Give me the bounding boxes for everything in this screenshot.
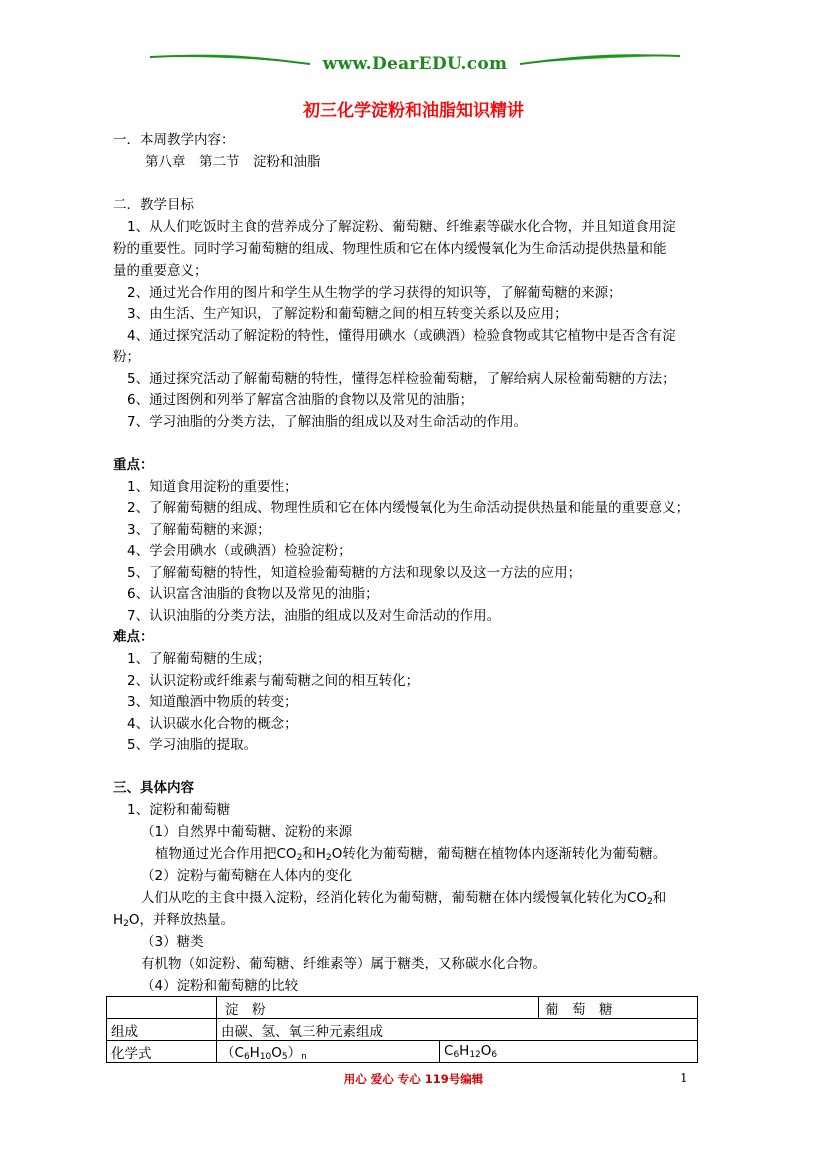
- section-heading: 二．教学目标: [113, 197, 194, 213]
- page-footer: 用心 爱心 专心 119号编辑: [343, 1072, 484, 1086]
- page-number: 1: [680, 1071, 688, 1085]
- list-item: 3、知道酿酒中物质的转变；: [127, 694, 298, 710]
- subscript: 2: [123, 919, 129, 929]
- table-cell-glucose-formula: [440, 1041, 698, 1063]
- table-row-label: 组成: [107, 1019, 217, 1041]
- text-run: O: [271, 1045, 282, 1061]
- subsection-heading: 1、淀粉和葡萄糖: [127, 802, 231, 818]
- paragraph-line: 1、从人们吃饭时主食的营养成分了解淀粉、葡萄糖、纤维素等碳水化合物，并且知道食用淀: [127, 219, 676, 235]
- text-run: 转化为葡萄糖，葡萄糖在植物体内逐渐转化为葡萄糖。: [342, 846, 667, 862]
- formula-h2o: [316, 846, 343, 862]
- text-run: （C: [221, 1045, 244, 1061]
- section-heading: 一．本周教学内容：: [113, 132, 235, 148]
- subscript: 6: [243, 1052, 250, 1062]
- paragraph-line: [155, 844, 666, 868]
- subscript: 2: [296, 853, 303, 863]
- subsection-title: （1）自然界中葡萄糖、淀粉的来源: [141, 824, 353, 840]
- subsection-title: （3）糖类: [141, 934, 204, 950]
- list-item: 2、了解葡萄糖的组成、物理性质和它在体内缓慢氧化为生命活动提供热量和能量的重要意义；: [127, 500, 690, 516]
- difficult-points-heading: 难点：: [113, 629, 154, 645]
- text-run: 和: [652, 890, 667, 906]
- subscript: 6: [453, 1050, 460, 1060]
- text-run: 人们从吃的主食中摄入淀粉，经消化转化为葡萄糖，葡萄糖在体内缓慢氧化转化为: [141, 890, 627, 906]
- paragraph-line: 7、学习油脂的分类方法，了解油脂的组成以及对生命活动的作用。: [127, 414, 528, 430]
- paragraph-line: 5、通过探究活动了解葡萄糖的特性，懂得怎样检验葡萄糖，了解给病人尿检葡萄糖的方法；: [127, 371, 676, 387]
- paragraph-line: 4、通过探究活动了解淀粉的特性，懂得用碘水（或碘酒）检验食物或其它植物中是否含有淀: [127, 328, 676, 344]
- table-row: [107, 1041, 698, 1063]
- list-item: 3、了解葡萄糖的来源；: [127, 522, 271, 538]
- paragraph-line: 3、由生活、生产知识，了解淀粉和葡萄糖之间的相互转变关系以及应用；: [127, 306, 568, 322]
- text-run: 植物通过光合作用把: [155, 846, 277, 862]
- text-run: O: [480, 1043, 492, 1059]
- list-item: 1、知道食用淀粉的重要性；: [127, 479, 298, 495]
- text-run: O: [128, 912, 140, 928]
- list-item: 5、学习油脂的提取。: [127, 737, 258, 753]
- section-content: 第八章 第二节 淀粉和油脂: [145, 154, 321, 170]
- list-item: 4、认识碳水化合物的概念；: [127, 716, 298, 732]
- key-points-heading: 重点：: [113, 457, 154, 473]
- text-run: 和: [302, 846, 316, 862]
- table-row: [107, 1019, 698, 1041]
- table-header-glucose: 葡 萄 糖: [539, 997, 698, 1019]
- paragraph-line: 粉的重要性。同时学习葡萄糖的组成、物理性质和它在体内缓慢氧化为生命活动提供热量和能: [113, 241, 667, 257]
- text-run: CO: [276, 846, 297, 862]
- subscript: 10: [259, 1052, 272, 1062]
- list-item: 1、了解葡萄糖的生成；: [127, 651, 271, 667]
- text-run: CO: [627, 890, 648, 906]
- formula-h2o: [113, 912, 140, 928]
- paragraph-line: 粉；: [113, 349, 140, 365]
- list-item: 5、了解葡萄糖的特性，知道检验葡萄糖的方法和现象以及这一方法的应用；: [127, 565, 582, 581]
- table-cell-empty: [107, 997, 217, 1019]
- paragraph-line: [141, 888, 666, 912]
- document-title: 初三化学淀粉和油脂知识精讲: [303, 101, 524, 121]
- text-run: H: [113, 912, 124, 928]
- paragraph-line: 有机物（如淀粉、葡萄糖、纤维素等）属于糖类，又称碳水化合物。: [141, 956, 546, 972]
- subsection-title: （4）淀粉和葡萄糖的比较: [141, 978, 299, 994]
- table-header-row: [107, 997, 698, 1019]
- paragraph-line: 6、通过图例和列举了解富含油脂的食物以及常见的油脂；: [127, 392, 474, 408]
- text-run: ）: [287, 1045, 302, 1061]
- table-header-starch: 淀 粉: [217, 997, 539, 1019]
- subscript: 12: [469, 1050, 481, 1060]
- subscript: 2: [647, 897, 653, 907]
- text-run: O: [331, 846, 343, 862]
- site-logo-text[interactable]: www.DearEDU.com: [322, 54, 508, 74]
- formula-co2: [277, 846, 303, 862]
- table-cell-starch-formula: [217, 1041, 440, 1063]
- list-item: 2、认识淀粉或纤维素与葡萄糖之间的相互转化；: [127, 673, 420, 689]
- subscript: 2: [325, 853, 332, 863]
- subsection-title: （2）淀粉与葡萄糖在人体内的变化: [141, 868, 353, 884]
- list-item: 7、认识油脂的分类方法，油脂的组成以及对生命活动的作用。: [127, 608, 501, 624]
- text-run: C: [444, 1043, 454, 1059]
- paragraph-line: 2、通过光合作用的图片和学生从生物学的学习获得的知识等，了解葡萄糖的来源；: [127, 285, 622, 301]
- subscript: 6: [491, 1050, 498, 1060]
- subscript: n: [301, 1052, 307, 1062]
- list-item: 4、学会用碘水（或碘酒）检验淀粉；: [127, 543, 352, 559]
- list-item: 6、认识富含油脂的食物以及常见的油脂；: [127, 586, 379, 602]
- section-heading: 三、具体内容: [113, 780, 194, 796]
- text-run: ，并释放热量。: [139, 912, 235, 928]
- paragraph-line: [113, 910, 234, 934]
- table-cell: 由碳、氢、氧三种元素组成: [217, 1019, 698, 1041]
- site-logo-banner: [150, 44, 680, 84]
- text-run: H: [459, 1043, 470, 1059]
- formula-co2: [627, 890, 653, 906]
- paragraph-line: 量的重要意义；: [113, 263, 208, 279]
- comparison-table: [106, 996, 698, 1063]
- text-run: H: [315, 846, 326, 862]
- subscript: 5: [281, 1052, 288, 1062]
- text-run: H: [249, 1045, 260, 1061]
- table-row-label: 化学式: [107, 1041, 217, 1063]
